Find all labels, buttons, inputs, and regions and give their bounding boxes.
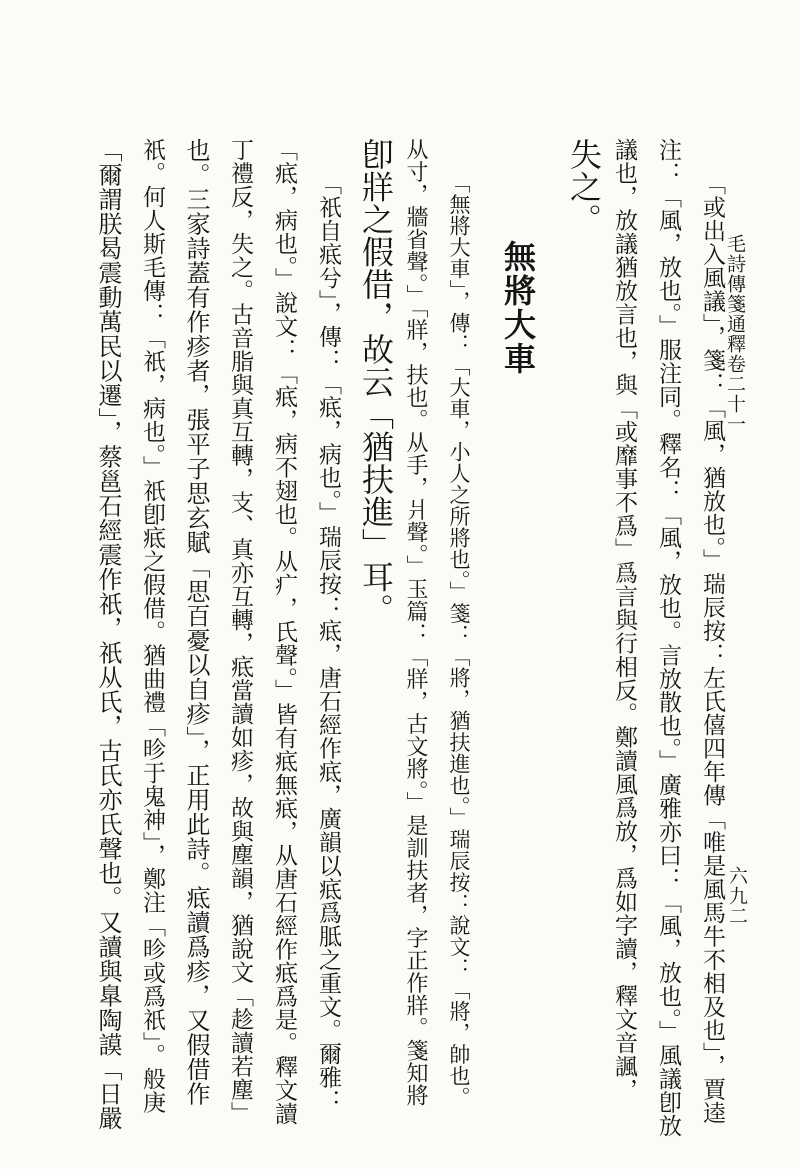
page: 毛詩傳箋通釋卷二十一 六九二 失之。 議也，放議猶放言也，與「或靡事不爲」爲言與行相反。鄭讀風爲放，爲如字讀，釋文音諷， 注：「風，放也。」服注同。釋名：「風，放也。言放散也。」廣雅亦曰：「風，放也。」風議卽放 「或出入風議」，箋：「風，猶放也。」瑞辰按：左氏僖四年傳「唯是風馬牛不相及也」，賈逵 無將大車 「無將大車」，傳：「大車，小人之所將也。」箋：「將，猶扶進也。」瑞辰按：說文：「將，帥也。 从寸，牆省聲。」「牂，扶也。从手，爿聲。」玉篇：「牂，古文將。」是訓扶者，字正作牂。箋知將 卽牂之假借，故云「猶扶進」耳。 「祇自疷兮」，傳：「疷，病也。」瑞辰按：疷，唐石經作疷，廣韻以疷爲胝之重文。爾雅： 「疷，病也。」說文：「疷，病不翅也。从疒，氏聲。」皆有疷無疷，从唐石經作疷爲是。釋文讀 丁禮反，失之。古音脂與真互轉，支、真亦互轉，疷當讀如疹，故與塵韻，猶說文「趁讀若塵」 也。三家詩蓋有作疹者，張平子思玄賦「思百憂以自疹」，正用此詩。疷讀爲疹，又假借作 祇。何人斯毛傳：「祇，病也。」祇卽疷之假借。猶曲禮「昣于鬼神」，鄭注「昣或爲祇」。般庚 「爾謂朕曷震動萬民以遷」，蔡邕石經震作祇，祇从氏，古氏亦氏聲也。又讀與臯陶謨「日嚴	[94, 138, 748, 1138]
